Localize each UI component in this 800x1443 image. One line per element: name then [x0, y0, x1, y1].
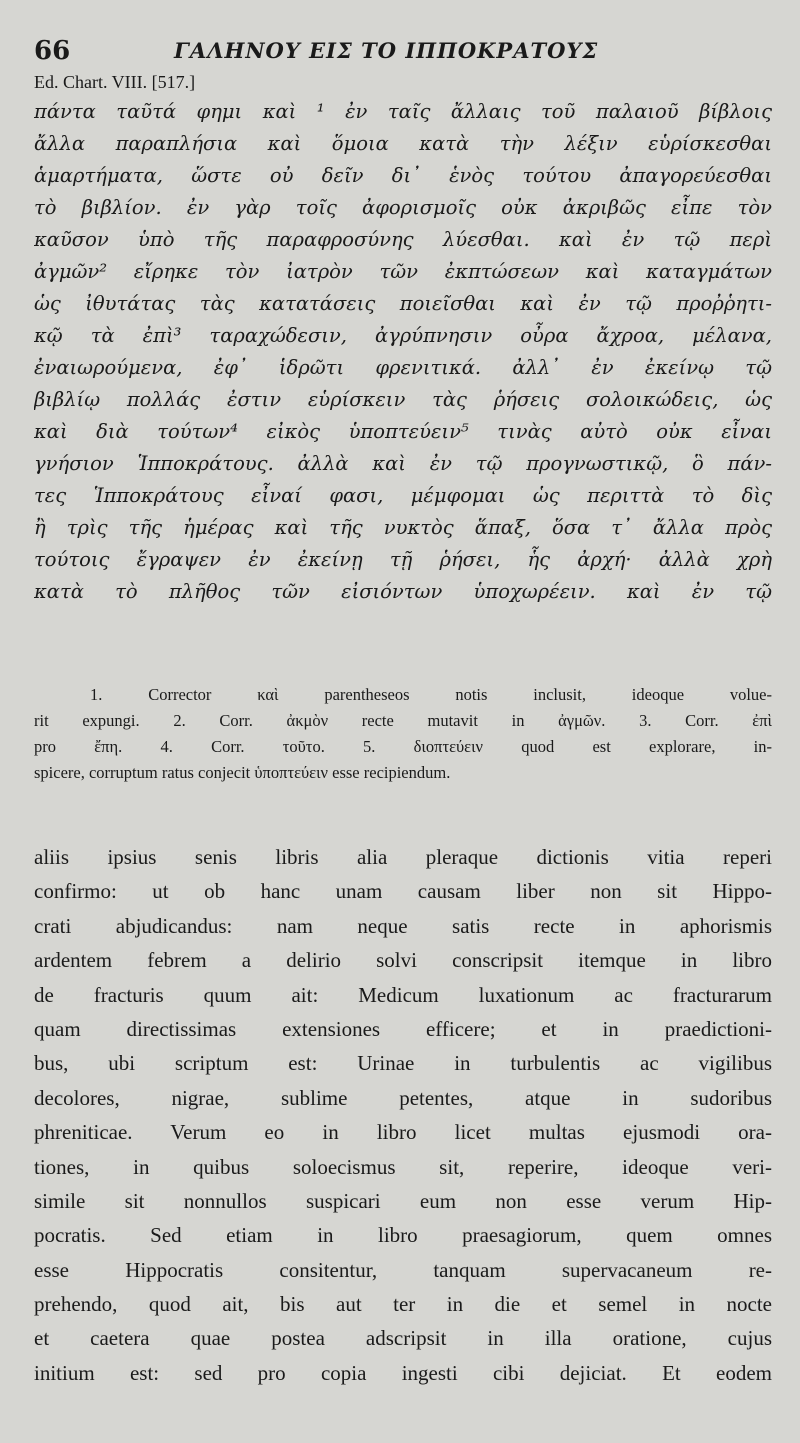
greek-line: κατὰ τὸ πλῆθος τῶν εἰσιόντων ὑποχωρέειν. καὶ ἐν τῷ	[34, 580, 772, 603]
greek-line: ἢ τρὶς τῆς ἡμέρας καὶ τῆς νυκτὸς ἅπαξ, ὅσα τ᾽ ἄλλα πρὸς	[34, 516, 772, 539]
latin-line: decolores, nigrae, sublime petentes, atque in sudoribus	[34, 1085, 772, 1110]
latin-line: phreniticae. Verum eo in libro licet multas ejusmodi ora-	[34, 1120, 772, 1145]
greek-line: ἀγμῶν² εἴρηκε τὸν ἰατρὸν τῶν ἐκπτώσεων καὶ καταγμάτων	[34, 260, 772, 283]
edition-reference: Ed. Chart. VIII. [517.]	[34, 72, 196, 92]
footnote-line: 1. Corrector καὶ parentheseos notis inclusit, ideoque volue-	[90, 685, 772, 704]
latin-line: aliis ipsius senis libris alia pleraque dictionis vitia reperi	[34, 845, 772, 869]
latin-line: et caetera quae postea adscripsit in illa oratione, cujus	[34, 1326, 772, 1351]
page-number: 66	[34, 36, 71, 66]
footnote-line: pro ἔπη. 4. Corr. τοῦτο. 5. διοπτεύειν quod est explorare, in-	[34, 737, 772, 756]
latin-line: tiones, in quibus soloecismus sit, reperire, ideoque veri-	[34, 1154, 772, 1179]
latin-line: ardentem febrem a delirio solvi conscripsit itemque in libro	[34, 948, 772, 973]
greek-line: ἄλλα παραπλήσια καὶ ὅμοια κατὰ τὴν λέξιν εὑρίσκεσθαι	[34, 132, 772, 155]
footnote-line: rit expungi. 2. Corr. ἀκμὸν recte mutavit in ἀγμῶν. 3. Corr. ἐπὶ	[34, 711, 772, 730]
greek-line: πάντα ταῦτά φημι καὶ ¹ ἐν ταῖς ἄλλαις τοῦ παλαιοῦ βίβλοις	[34, 100, 772, 123]
latin-line: crati abjudicandus: nam neque satis recte in aphorismis	[34, 913, 772, 938]
latin-line: esse Hippocratis consitentur, tanquam supervacaneum re-	[34, 1257, 772, 1282]
footnotes	[34, 682, 772, 786]
greek-line: ἁμαρτήματα, ὥστε οὐ δεῖν δι᾽ ἑνὸς τούτου ἀπαγορεύεσθαι	[34, 164, 772, 187]
running-title: ΓΑΛΗΝΟΥ ΕΙΣ ΤΟ ΙΠΠΟΚΡΑΤΟΥΣ	[174, 38, 599, 63]
greek-line: ἐναιωρούμενα, ἐφ᾽ ἱδρῶτι φρενιτικά. ἀλλ᾽ ἐν ἐκείνῳ τῷ	[34, 356, 772, 379]
latin-line: initium est: sed pro copia ingesti cibi dejiciat. Et eodem	[34, 1360, 772, 1385]
latin-line: simile sit nonnullos suspicari eum non esse verum Hip-	[34, 1188, 772, 1213]
greek-line: ὡς ἰθυτάτας τὰς κατατάσεις ποιεῖσθαι καὶ ἐν τῷ προῤῥητι-	[34, 292, 772, 315]
latin-line: pocratis. Sed etiam in libro praesagiorum, quem omnes	[34, 1223, 772, 1248]
greek-line: καῦσον ὑπὸ τῆς παραφροσύνης λύεσθαι. καὶ ἐν τῷ περὶ	[34, 228, 772, 251]
greek-line: γνήσιον Ἱπποκράτους. ἀλλὰ καὶ ἐν τῷ προγνωστικῷ, ὃ πάν-	[34, 452, 772, 475]
latin-line: confirmo: ut ob hanc unam causam liber non sit Hippo-	[34, 879, 772, 904]
page-header	[34, 36, 774, 70]
latin-line: prehendo, quod ait, bis aut ter in die et semel in nocte	[34, 1292, 772, 1317]
greek-line: βιβλίῳ πολλάς ἐστιν εὑρίσκειν τὰς ῥήσεις σολοικώδεις, ὡς	[34, 388, 772, 411]
latin-line: de fracturis quum ait: Medicum luxationum ac fracturarum	[34, 982, 772, 1007]
greek-line: τες Ἱπποκράτους εἶναί φασι, μέμφομαι ὡς περιττὰ τὸ δὶς	[34, 484, 772, 507]
greek-text-block	[34, 96, 772, 608]
latin-text-block	[34, 840, 772, 1390]
greek-line: τούτοις ἔγραψεν ἐν ἐκείνῃ τῇ ῥήσει, ἧς ἀρχή· ἀλλὰ χρὴ	[34, 548, 772, 571]
greek-line: κῷ τὰ ἐπὶ³ ταραχώδεσιν, ἀγρύπνησιν οὖρα ἄχροα, μέλανα,	[34, 324, 772, 347]
footnote-line: spicere, corruptum ratus conjecit ὑποπτεύειν esse recipiendum.	[34, 763, 451, 782]
greek-line: τὸ βιβλίον. ἐν γὰρ τοῖς ἀφορισμοῖς οὐκ ἀκριβῶς εἶπε τὸν	[34, 196, 772, 219]
latin-line: quam directissimas extensiones efficere; et in praedictioni-	[34, 1016, 772, 1041]
greek-line: καὶ διὰ τούτων⁴ εἰκὸς ὑποπτεύειν⁵ τινὰς αὐτὸ οὐκ εἶναι	[34, 420, 772, 443]
latin-line: bus, ubi scriptum est: Urinae in turbulentis ac vigilibus	[34, 1051, 772, 1076]
